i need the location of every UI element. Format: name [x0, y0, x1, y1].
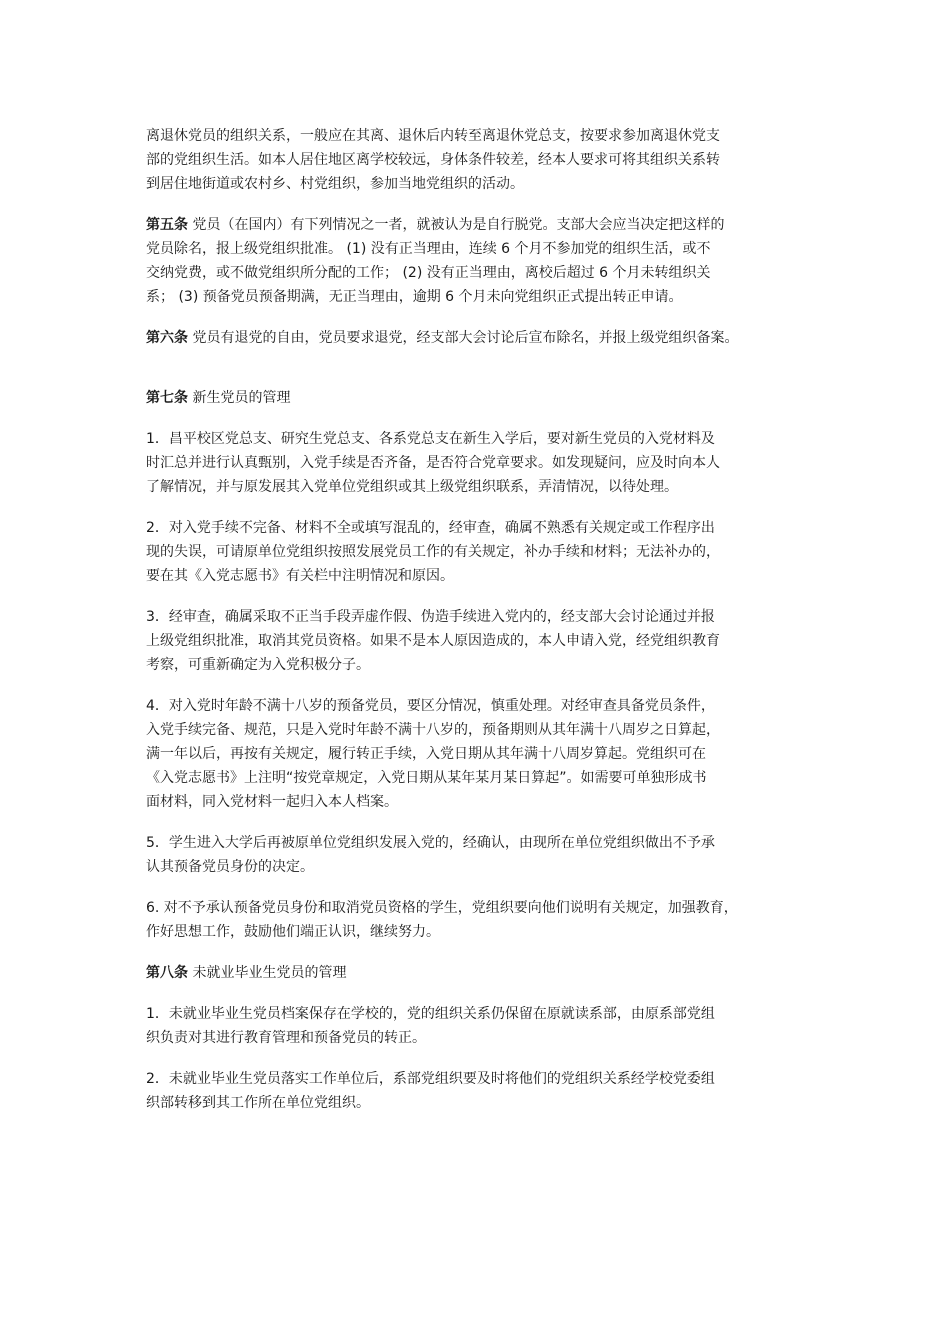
article-label: 第七条: [146, 390, 188, 406]
paragraph-text: 6. 对不予承认预备党员身份和取消党员资格的学生，党组织要向他们说明有关规定，加强教育， 作好思想工作，鼓励他们端正认识，继续努力。: [146, 900, 738, 940]
paragraph-text: 2．未就业毕业生党员落实工作单位后，系部党组织要及时将他们的党组织关系经学校党委组 织部转移到其工作所在单位党组织。: [146, 1071, 715, 1111]
paragraph-retiree-relations: [146, 124, 826, 196]
paragraph-text: 党员（在国内）有下列情况之一者，就被认为是自行脱党。支部大会应当决定把这样的 党员除名，报上级党组织批准。 (1) 没有正当理由，连续 6 个月不参加党的组织生活，或不 交纳党费，或不做党组织所分配的工作； (2) 没有正当理由，离校后超过 6 个月未转组织关 系； (3) 预备党员预备期满，无正当理由，逾期 6 个月未向党组织正式提出转正申请。: [146, 217, 725, 305]
paragraph-text: 新生党员的管理: [188, 390, 291, 406]
paragraph-text: 离退休党员的组织关系，一般应在其离、退休后内转至离退休党总支，按要求参加离退休党支 部的党组织生活。如本人居住地区离学校较远，身体条件较差，经本人要求可将其组织关系转 到居住地街道或农村乡、村党组织，参加当地党组织的活动。: [146, 128, 720, 192]
article-6: [146, 326, 826, 350]
article-8: [146, 961, 826, 985]
document-body: [146, 124, 826, 1115]
article-5: [146, 213, 826, 309]
list-item: [146, 605, 826, 677]
list-item: [146, 1002, 826, 1050]
list-item: [146, 694, 826, 814]
paragraph-text: 4．对入党时年龄不满十八岁的预备党员，要区分情况，慎重处理。对经审查具备党员条件， 入党手续完备、规范，只是入党时年龄不满十八岁的，预备期则从其年满十八周岁之日算起， 满一年以后，再按有关规定，履行转正手续，入党日期从其年满十八周岁算起。党组织可在 《入党志愿书》上注明“按党章规定，入党日期从某年某月某日算起”。如需要可单独形成书 面材料，同入党材料一起归入本人档案。: [146, 698, 720, 810]
article-7: [146, 386, 826, 410]
list-item: [146, 896, 826, 944]
article-label: 第五条: [146, 217, 188, 233]
list-item: [146, 516, 826, 588]
list-item: [146, 1067, 826, 1115]
list-item: [146, 831, 826, 879]
article-label: 第六条: [146, 330, 188, 346]
list-item: [146, 427, 826, 499]
paragraph-text: 党员有退党的自由，党员要求退党，经支部大会讨论后宣布除名，并报上级党组织备案。: [188, 330, 739, 346]
paragraph-text: 5．学生进入大学后再被原单位党组织发展入党的，经确认，由现所在单位党组织做出不予承 认其预备党员身份的决定。: [146, 835, 715, 875]
paragraph-text: 2．对入党手续不完备、材料不全或填写混乱的，经审查，确属不熟悉有关规定或工作程序出 现的失误，可请原单位党组织按照发展党员工作的有关规定，补办手续和材料；无法补办的， 要在其《入党志愿书》有关栏中注明情况和原因。: [146, 520, 720, 584]
paragraph-text: 3．经审查，确属采取不正当手段弄虚作假、伪造手续进入党内的，经支部大会讨论通过并报 上级党组织批准，取消其党员资格。如果不是本人原因造成的，本人申请入党，经党组织教育 考察，可重新确定为入党积极分子。: [146, 609, 720, 673]
paragraph-text: 1．未就业毕业生党员档案保存在学校的，党的组织关系仍保留在原就读系部，由原系部党组 织负责对其进行教育管理和预备党员的转正。: [146, 1006, 715, 1046]
article-label: 第八条: [146, 965, 188, 981]
paragraph-text: 未就业毕业生党员的管理: [188, 965, 347, 981]
paragraph-text: 1．昌平校区党总支、研究生党总支、各系党总支在新生入学后，要对新生党员的入党材料及 时汇总并进行认真甄别，入党手续是否齐备，是否符合党章要求。如发现疑问，应及时向本人 了解情况，并与原发展其入党单位党组织或其上级党组织联系，弄清情况，以待处理。: [146, 431, 720, 495]
